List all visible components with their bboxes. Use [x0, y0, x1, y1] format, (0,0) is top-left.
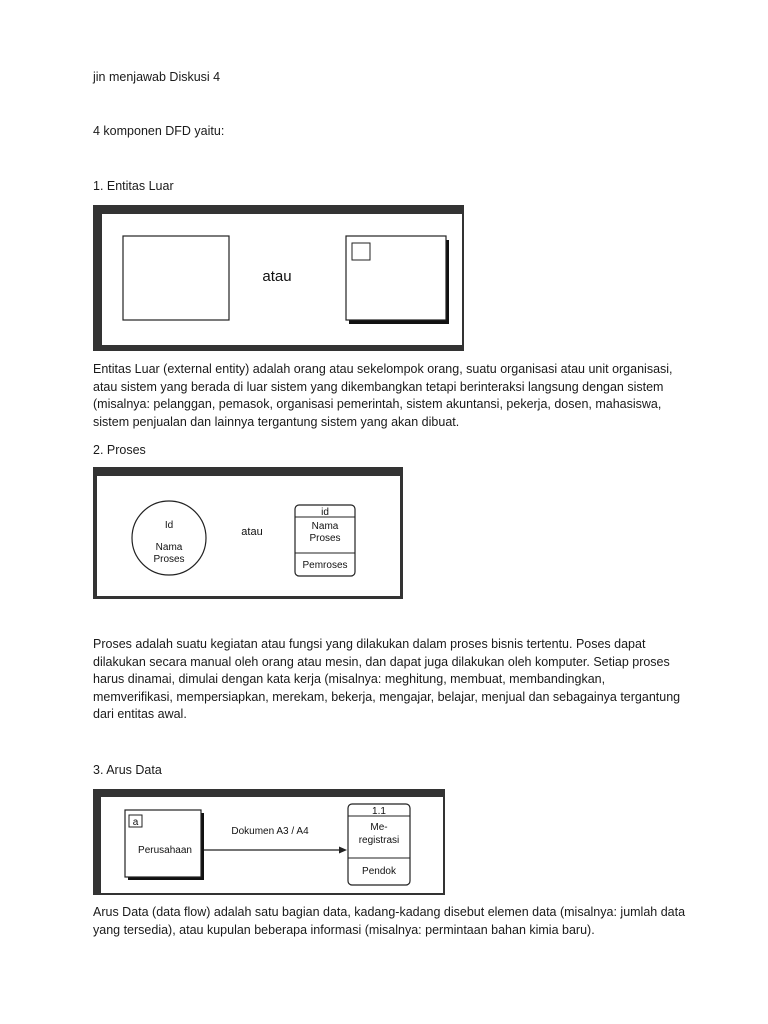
- flow-entity-tag: a: [132, 817, 139, 828]
- flow-process-actor: Pendok: [362, 866, 396, 877]
- section-heading-arus-data: 3. Arus Data: [93, 763, 162, 777]
- circle-id: Id: [164, 520, 174, 531]
- circle-name-1: Nama: [155, 542, 183, 553]
- paragraph-line: harus dinamai, dimulai dengan kata kerja (misalnya: meghitung, membuat, membandingkan,: [93, 672, 606, 686]
- flow-process-id: 1.1: [372, 806, 386, 817]
- arus-data-paragraph: [93, 904, 713, 939]
- paragraph-line: Proses adalah suatu kegiatan atau fungsi yang dilakukan dalam proses bisnis tertentu. Poses dapat: [93, 637, 646, 651]
- paragraph-line: Entitas Luar (external entity) adalah orang atau sekelompok orang, suatu organisasi atau unit organisasi,: [93, 362, 673, 376]
- circle-name-2: Proses: [153, 554, 185, 565]
- flow-process-name-2: registrasi: [358, 835, 400, 846]
- paragraph-line: (misalnya: pelanggan, pemasok, organisasi pemerintah, sistem akuntansi, pekerja, dosen, mahasiswa,: [93, 397, 662, 411]
- figure-external-entity: [93, 205, 464, 351]
- figure-process: [93, 467, 403, 599]
- components-intro: 4 komponen DFD yaitu:: [93, 124, 225, 138]
- box-id: id: [321, 507, 329, 518]
- paragraph-line: dari entitas awal.: [93, 707, 187, 721]
- intro-line: jin menjawab Diskusi 4: [93, 70, 221, 84]
- entity-plain-box: [123, 236, 229, 320]
- paragraph-line: dilakukan secara manual oleh orang atau mesin, dan dapat juga dilakukan oleh komputer. Setiap proses: [93, 654, 670, 669]
- proses-paragraph: [93, 636, 713, 724]
- figure-data-flow: [93, 789, 445, 895]
- figure2-label: atau: [241, 526, 263, 538]
- flow-process-name-1: Me-: [370, 822, 388, 833]
- flow-arrowhead: [339, 847, 347, 854]
- paragraph-line: memverifikasi, mempersiapkan, merekam, bekerja, mengajar, belajar, menjual dan sebagainya tergantung: [93, 689, 681, 704]
- process-diagram: [97, 476, 400, 596]
- entity-id-square: [352, 243, 370, 260]
- paragraph-line: sistem penjualan dan lainnya tergantung sistem yang akan dibuat.: [93, 414, 460, 429]
- box-name-1: Nama: [311, 521, 339, 532]
- paragraph-line: yang tersedia), atau kupulan beberapa informasi (misalnya: permintaan bahan kimia baru).: [93, 922, 595, 937]
- figure1-label: atau: [262, 268, 292, 285]
- flow-entity-name: Perusahaan: [138, 845, 192, 856]
- paragraph-line: Arus Data (data flow) adalah satu bagian data, kadang-kadang disebut elemen data (misalnya: jumlah data: [93, 905, 686, 919]
- entitas-luar-paragraph: [93, 361, 713, 431]
- paragraph-line: atau sistem yang berada di luar sistem yang dikembangkan tetapi berinteraksi langsung dengan sistem: [93, 379, 664, 394]
- section-heading-entitas-luar: 1. Entitas Luar: [93, 179, 174, 193]
- section-heading-proses: 2. Proses: [93, 443, 146, 457]
- flow-label: Dokumen A3 / A4: [231, 826, 309, 837]
- box-name-2: Proses: [309, 533, 341, 544]
- data-flow-diagram: [101, 797, 443, 893]
- external-entity-diagram: [102, 214, 462, 345]
- box-actor: Pemroses: [302, 560, 348, 571]
